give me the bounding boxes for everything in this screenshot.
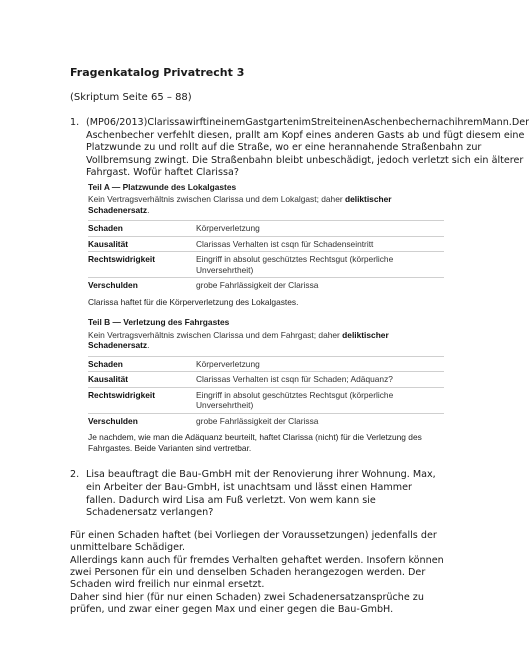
part-intro: Kein Vertragsverhältnis zwischen Clarissa und dem Lokalgast; daher deliktischer Schadenersatz.: [88, 194, 392, 215]
script-reference: (Skriptum Seite 65 – 88): [70, 92, 192, 103]
solution-part-b: [88, 317, 444, 453]
table-row: Verschulden grobe Fahrlässigkeit der Clarissa: [88, 278, 444, 293]
table-row: Verschulden grobe Fahrlässigkeit der Clarissa: [88, 413, 444, 428]
criteria-table: [88, 220, 444, 293]
question-number: 1.: [70, 117, 80, 128]
table-row: Rechtswidrigkeit Eingriff in absolut geschütztes Rechtsgut (körperliche Unversehrtheit): [88, 387, 444, 413]
answer-paragraph: Allerdings kann auch für fremdes Verhalten gehaftet werden. Insofern können zwei Personen für ein und denselben Schaden herangezogen werden. Der Schaden wird freilich nur einmal ersetzt.: [70, 554, 444, 591]
part-result: Clarissa haftet für die Körperverletzung des Lokalgastes.: [88, 296, 299, 307]
question-1: [70, 117, 529, 180]
part-intro: Kein Vertragsverhältnis zwischen Clarissa und dem Fahrgast; daher deliktischer Schadenersatz.: [88, 329, 389, 351]
criteria-table: [88, 356, 444, 429]
question-number: 2.: [70, 469, 80, 481]
part-result: Je nachdem, wie man die Adäquanz beurteilt, haftet Clarissa (nicht) für die Verletzung des Fahrgastes. Beide Varianten sind vertretbar.: [88, 432, 422, 453]
part-heading: Teil B — Verletzung des Fahrgastes: [88, 317, 230, 328]
table-row: Kausalität Clarissas Verhalten ist csqn für Schaden; Adäquanz?: [88, 372, 444, 388]
question-text: (MP06/2013)ClarissawirftineinemGastgartenimStreiteinenAschenbechernachihremMann.Der Aschenbecher verfehlt diesen, prallt am Kopf eines anderen Gasts ab und fügt diesem eine Platzwunde zu und rollt auf die Straße, wo er eine herannahende Straßenbahn zur Vollbremsung zwingt. Die Straßenbahn bleibt unbeschädigt, jedoch verletzt sich ein älterer Fahrgast. Wofür haftet Clarissa?: [86, 117, 529, 179]
part-heading: Teil A — Platzwunde des Lokalgastes: [88, 181, 237, 192]
table-row: Rechtswidrigkeit Eingriff in absolut geschütztes Rechtsgut (körperliche Unversehrtheit): [88, 252, 444, 278]
answer-text: [70, 530, 444, 617]
question-2: [70, 469, 444, 519]
solution-part-a: [88, 182, 444, 308]
answer-paragraph: Für einen Schaden haftet (bei Vorliegen der Voraussetzungen) jedenfalls der unmittelbare Schädiger.: [70, 529, 437, 554]
answer-paragraph: Daher sind hier (für nur einen Schaden) zwei Schadenersatzansprüche zu prüfen, und zwar einer gegen Max und einer gegen die Bau-GmbH.: [70, 591, 424, 616]
table-row: Kausalität Clarissas Verhalten ist csqn für Schadenseintritt: [88, 236, 444, 252]
question-text: Lisa beauftragt die Bau-GmbH mit der Renovierung ihrer Wohnung. Max, ein Arbeiter der Bau-GmbH, ist unachtsam und lässt einen Hammer fallen. Dadurch wird Lisa am Fuß verletzt. Von wem kann sie Schadenersatz verlangen?: [86, 469, 436, 519]
table-row: Schaden Körperverletzung: [88, 356, 444, 372]
document-title: Fragenkatalog Privatrecht 3: [70, 66, 245, 79]
table-row: Schaden Körperverletzung: [88, 221, 444, 237]
